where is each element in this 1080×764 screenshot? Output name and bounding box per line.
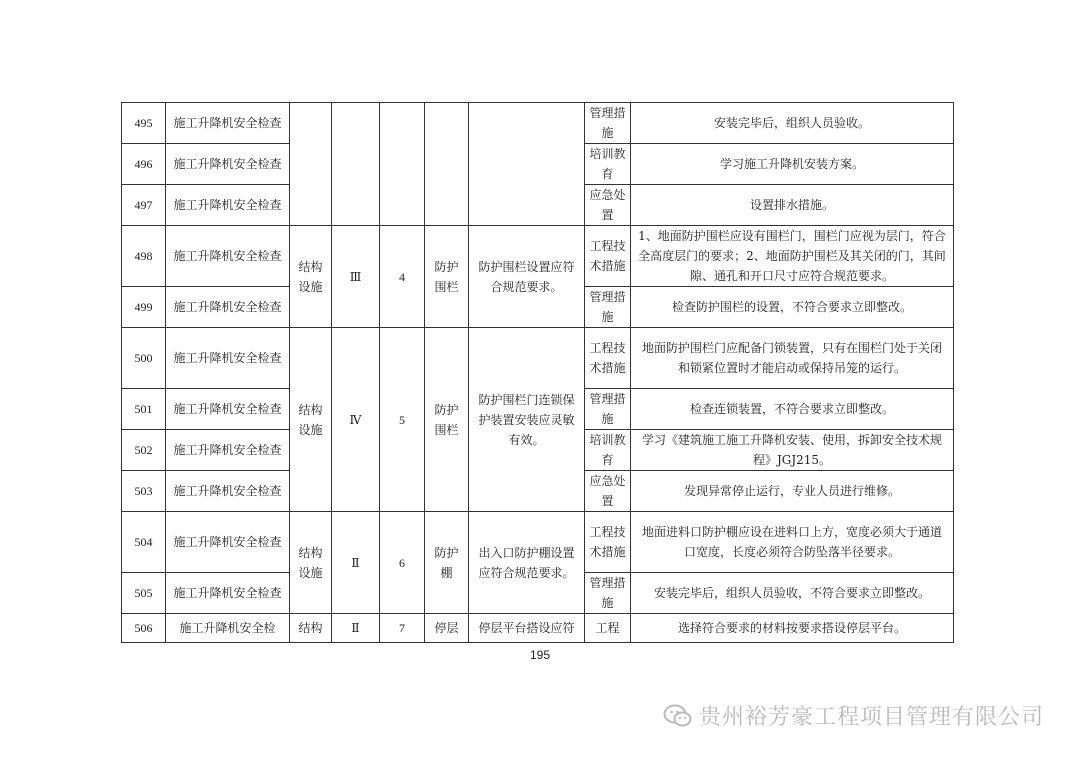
row-number: 505 [122, 573, 166, 614]
check-item: 施工升降机安全检查 [166, 185, 290, 226]
seq-cell: 4 [380, 226, 425, 328]
standard-cell: 防护围栏设置应符合规范要求。 [469, 226, 585, 328]
measure-type: 工程技术措施 [585, 226, 631, 287]
level-cell: Ⅳ [332, 328, 380, 512]
measure-type: 工程 [585, 614, 631, 643]
measure-type: 工程技术措施 [585, 512, 631, 573]
category-cell: 结构设施 [290, 512, 332, 614]
category-cell: 结构设施 [290, 226, 332, 328]
standard-cell [469, 103, 585, 226]
level-cell: Ⅱ [332, 614, 380, 643]
measure-type: 管理措施 [585, 287, 631, 328]
measure-type: 管理措施 [585, 103, 631, 144]
standard-cell: 出入口防护棚设置应符合规范要求。 [469, 512, 585, 614]
row-number: 495 [122, 103, 166, 144]
measure-type: 应急处置 [585, 185, 631, 226]
risk-control-table [121, 102, 954, 643]
category-cell [290, 103, 332, 226]
item-cell: 停层 [425, 614, 469, 643]
check-item: 施工升降机安全检 [166, 614, 290, 643]
check-item: 施工升降机安全检查 [166, 512, 290, 573]
measure-type: 培训教育 [585, 430, 631, 471]
measure-text: 学习《建筑施工施工升降机安装、使用，拆卸安全技术规程》JGJ215。 [631, 430, 954, 471]
check-item: 施工升降机安全检查 [166, 430, 290, 471]
level-cell [332, 103, 380, 226]
table-row [122, 328, 954, 389]
row-number: 502 [122, 430, 166, 471]
row-number: 500 [122, 328, 166, 389]
measure-text: 检查防护围栏的设置，不符合要求立即整改。 [631, 287, 954, 328]
measure-text: 学习施工升降机安装方案。 [631, 144, 954, 185]
check-item: 施工升降机安全检查 [166, 471, 290, 512]
measure-text: 设置排水措施。 [631, 185, 954, 226]
measure-type: 培训教育 [585, 144, 631, 185]
row-number: 499 [122, 287, 166, 328]
row-number: 497 [122, 185, 166, 226]
category-cell: 结构 [290, 614, 332, 643]
measure-text: 地面防护围栏门应配备门锁装置，只有在围栏门处于关闭和锁紧位置时才能启动或保持吊笼的运行。 [631, 328, 954, 389]
seq-cell: 7 [380, 614, 425, 643]
measure-text: 发现异常停止运行，专业人员进行维修。 [631, 471, 954, 512]
watermark [663, 700, 1044, 731]
standard-cell: 停层平台搭设应符 [469, 614, 585, 643]
seq-cell [380, 103, 425, 226]
item-cell: 防护围栏 [425, 328, 469, 512]
table-row [122, 103, 954, 144]
table-row [122, 226, 954, 287]
row-number: 501 [122, 389, 166, 430]
measure-text: 安装完毕后，组织人员验收，不符合要求立即整改。 [631, 573, 954, 614]
check-item: 施工升降机安全检查 [166, 573, 290, 614]
item-cell: 防护围栏 [425, 226, 469, 328]
item-cell: 防护棚 [425, 512, 469, 614]
table-row [122, 512, 954, 573]
check-item: 施工升降机安全检查 [166, 328, 290, 389]
seq-cell: 6 [380, 512, 425, 614]
check-item: 施工升降机安全检查 [166, 226, 290, 287]
measure-text: 选择符合要求的材料按要求搭设停层平台。 [631, 614, 954, 643]
check-item: 施工升降机安全检查 [166, 389, 290, 430]
wechat-icon [663, 703, 693, 729]
check-item: 施工升降机安全检查 [166, 287, 290, 328]
row-number: 506 [122, 614, 166, 643]
table-row [122, 614, 954, 643]
row-number: 503 [122, 471, 166, 512]
page-number: 195 [529, 648, 551, 662]
measure-type: 管理措施 [585, 389, 631, 430]
check-item: 施工升降机安全检查 [166, 144, 290, 185]
check-item: 施工升降机安全检查 [166, 103, 290, 144]
measure-text: 检查连锁装置，不符合要求立即整改。 [631, 389, 954, 430]
measure-text: 地面进料口防护棚应设在进料口上方，宽度必须大于通道口宽度，长度必须符合防坠落半径要求。 [631, 512, 954, 573]
measure-type: 工程技术措施 [585, 328, 631, 389]
watermark-text: 贵州裕芳豪工程项目管理有限公司 [698, 705, 1044, 730]
row-number: 498 [122, 226, 166, 287]
row-number: 504 [122, 512, 166, 573]
level-cell: Ⅲ [332, 226, 380, 328]
measure-type: 管理措施 [585, 573, 631, 614]
level-cell: Ⅱ [332, 512, 380, 614]
measure-text: 1、地面防护围栏应设有围栏门，围栏门应视为层门，符合全高度层门的要求；2、地面防护围栏及其关闭的门，其间隙、通孔和开口尺寸应符合规范要求。 [631, 226, 954, 287]
row-number: 496 [122, 144, 166, 185]
standard-cell: 防护围栏门连锁保护装置安装应灵敏有效。 [469, 328, 585, 512]
item-cell [425, 103, 469, 226]
measure-text: 安装完毕后，组织人员验收。 [631, 103, 954, 144]
category-cell: 结构设施 [290, 328, 332, 512]
measure-type: 应急处置 [585, 471, 631, 512]
seq-cell: 5 [380, 328, 425, 512]
